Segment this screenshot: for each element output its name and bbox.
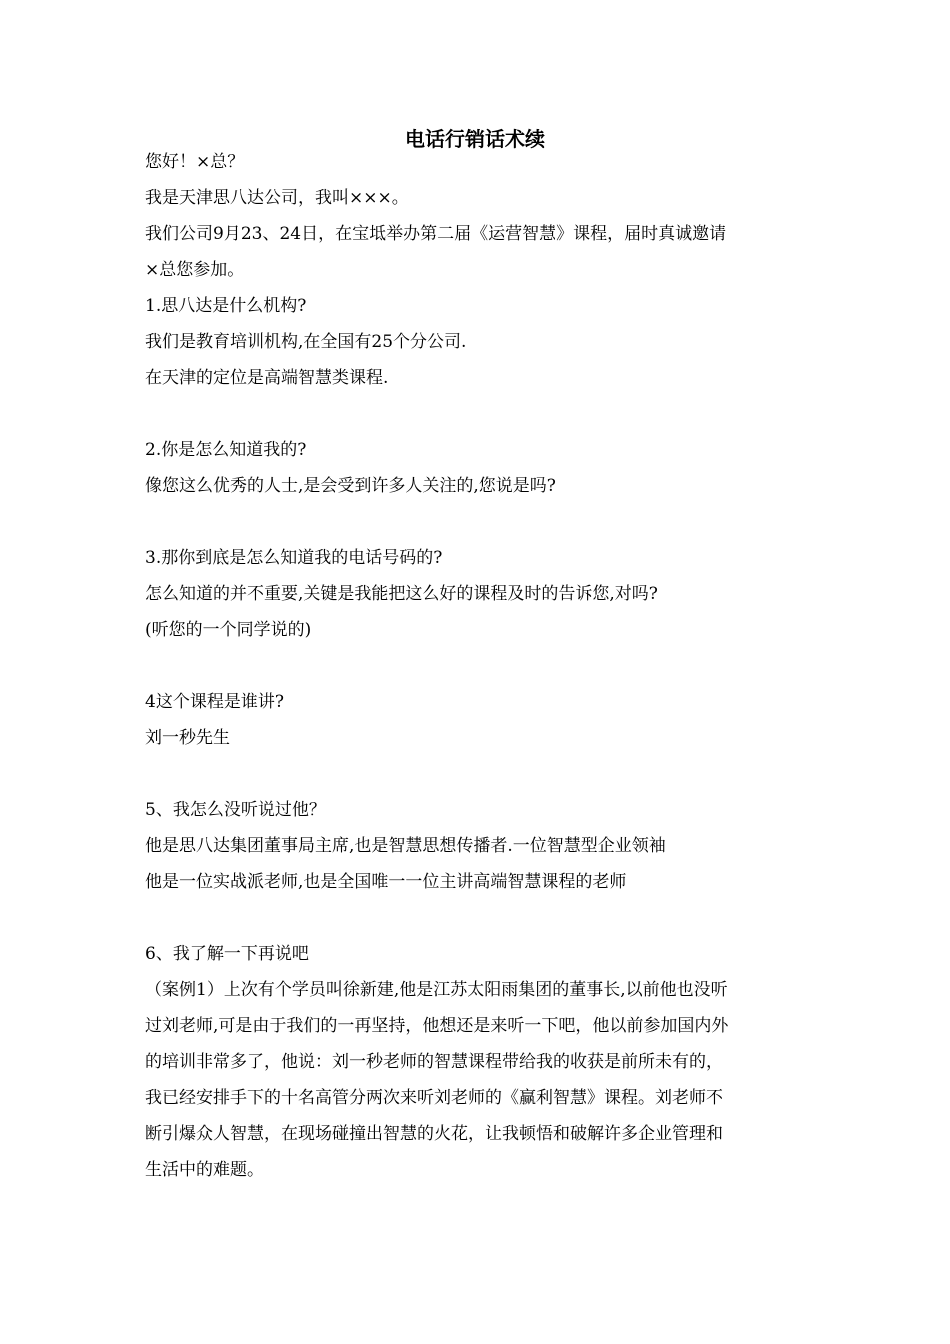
document-body (145, 144, 805, 1188)
question-6: 6、我了解一下再说吧 (145, 944, 309, 964)
text-line: 您好！×总？ (145, 152, 245, 172)
question-4: 4这个课程是谁讲? (145, 692, 284, 712)
text-line: 他是一位实战派老师,也是全国唯一一位主讲高端智慧课程的老师 (145, 872, 627, 892)
blank-line (145, 648, 805, 684)
text-line: 像您这么优秀的人士,是会受到许多人关注的,您说是吗? (145, 476, 556, 496)
text-line: ×总您参加。 (145, 260, 245, 280)
text-line: 刘一秒先生 (145, 728, 230, 748)
text-line: 在天津的定位是高端智慧类课程. (145, 368, 389, 388)
text-line: 断引爆众人智慧，在现场碰撞出智慧的火花，让我顿悟和破解许多企业管理和 (145, 1124, 723, 1144)
blank-line (145, 900, 805, 936)
text-line: (听您的一个同学说的) (145, 620, 312, 640)
text-line: （案例1）上次有个学员叫徐新建,他是江苏太阳雨集团的董事长,以前他也没听 (145, 980, 728, 1000)
text-line: 他是思八达集团董事局主席,也是智慧思想传播者.一位智慧型企业领袖 (145, 836, 666, 856)
question-1: 1.思八达是什么机构? (145, 296, 307, 316)
text-line: 怎么知道的并不重要,关键是我能把这么好的课程及时的告诉您,对吗? (145, 584, 658, 604)
question-5: 5、我怎么没听说过他？ (145, 800, 326, 820)
text-line: 我们是教育培训机构,在全国有25个分公司. (145, 332, 467, 352)
text-line: 我们公司9月23、24日，在宝坻举办第二届《运营智慧》课程，届时真诚邀请 (145, 224, 727, 244)
text-line: 我已经安排手下的十名高管分两次来听刘老师的《赢利智慧》课程。刘老师不 (145, 1088, 723, 1108)
text-line: 我是天津思八达公司，我叫×××。 (145, 188, 409, 208)
question-3: 3.那你到底是怎么知道我的电话号码的? (145, 548, 443, 568)
question-2: 2.你是怎么知道我的? (145, 440, 307, 460)
text-line: 生活中的难题。 (145, 1160, 264, 1180)
blank-line (145, 396, 805, 432)
document-title: 电话行销话术续 (405, 127, 545, 151)
blank-line (145, 756, 805, 792)
text-line: 过刘老师,可是由于我们的一再坚持，他想还是来听一下吧，他以前参加国内外 (145, 1016, 729, 1036)
text-line: 的培训非常多了，他说：刘一秒老师的智慧课程带给我的收获是前所未有的， (145, 1052, 723, 1072)
blank-line (145, 504, 805, 540)
